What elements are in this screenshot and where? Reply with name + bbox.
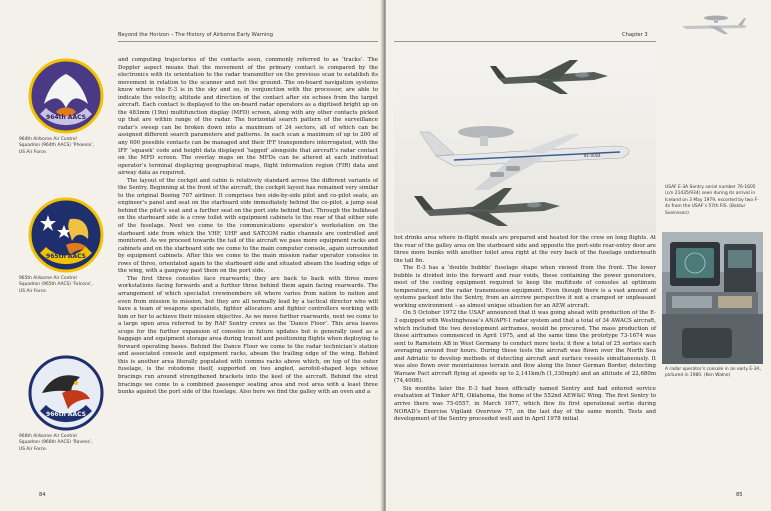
awacs-header-ornament-icon: [678, 12, 750, 36]
964th-patch-text: 964th AACS: [46, 114, 86, 121]
right-paragraph-3: On 5 October 1972 the USAF announced that it was going ahead with production of the E-3 equipped with Westinghouse’s AN/APY-1 radar system and that a total of 34 AWACS aircraft, which included the two development airframes, would be procured. The mass production of these airframes commenced in April 1975, and at the same time the prototype 73-1674 was sent to Ramstein AB in West Germany to conduct more tests; it flew a total of 25 sorties each averaging around four hours. During these tests the aircraft was flown over the North Sea and Adriatic to develop methods of detecting aircraft and surface vessels simultaneously. It was also flown over mountainous terrain and flow along the Inner German Border, detecting Warsaw Pact aircraft flying at speeds up to 2,141km/h (1,330mph) and an altitude of 22,680m (74,400ft).: [394, 310, 656, 385]
966th-aacs-patch: [26, 353, 106, 433]
left-page: [0, 0, 383, 511]
left-running-head: Beyond the Horizon – The History of Airborne Early Warning: [118, 32, 273, 38]
sentry-escort-photo: [394, 48, 656, 233]
right-paragraph-2: The E-3 has a ‘double bubble’ fuselage shape when viewed from the front. The lower bubble is divided into the forward and rear voids, these containing the power generators, most of the cooling equipment required to keep the multitude of consoles at optimum temperature, and the radar transmission equipment. Even though there is a vast amount of systems packed into the Sentry, from an aircrew perspective it not a cramped or unpleasant working environment – as almost unique situation for an AEW aircraft.: [394, 265, 656, 309]
right-paragraph-4: Six months later the E-3 had been officially named Sentry and had entered service evaluation at Tinker AFB, Oklahoma, the home of the 552nd AEW&C Wing. The first Sentry to arrive there was 75-0557, in March 1977, which flew its first operational sortie during NORAD’s Exercise Vigilant Overview 77, on the last day of the same month. Tests and development of the Sentry proceeded well and in April 1978 initial: [394, 385, 656, 423]
right-paragraph-1: hot drinks area where in-flight meals are prepared and heated for the crew on long flights. At the rear of the galley area on the starboard side and opposite the port-side rear-entry door are three more bunks with another toilet area right at the very back of the fuselage underneath the tail fin.: [394, 235, 656, 264]
right-header-rule: [394, 41, 656, 42]
left-header-rule: [118, 41, 378, 42]
right-folio: 85: [736, 492, 743, 498]
left-folio: 84: [39, 492, 46, 498]
caption-964th: 964th Airborne Air Control Squadron (964th AACS) ‘Phoenix’, US Air Force.: [19, 137, 95, 155]
radar-console-photo: [662, 232, 763, 364]
left-paragraph-3: The first three consoles face rearwards; they are back to back with three more workstations facing forwards and a further three behind them again facing rearwards. The arrangement of which specialist crewmembers sit where varies from nation to nation and even from mission to mission, but they are all normally lead by a tactical director who will have a team of weapons specialists, fighter allocators and fighter controllers working with him or her to achieve their mission objective. As we move further rearwards, next we come to a large open area referred to by RAF Sentry crews as the ‘Dance Floor’. This area leaves scope for the further expansion of consoles in future updates but is generally used as a baggage and equipment storage area during transit and positioning flights when deploying to forward operating bases. Behind the Dance Floor we come to the radar technician’s station and associated console and equipment racks, abeam the trailing edge of the wing. Behind this is another area literally populated with comms racks above which, on top of the outer fuselage, is the rotodome itself, supported on two angled, aerofoil-shaped legs whose bracings run around strengthened brackets into the keel of the aircraft. Behind the strut bracings we come to a combined passenger seating area and rest area with a least three bunks against the port side of the fuselage. Also here we find the galley with an oven and a: [118, 275, 378, 396]
965th-aacs-patch: [26, 195, 106, 275]
left-paragraph-1: and computing trajectories of the contacts seen, commonly referred to as ‘tracks’. The Doppler aspect means that the movement of the primary contact is compared by the electronics with its orientation to the radar transmitter on the previous scan to establish its movement in relation to the scanner and not the ground. The on-board navigation systems know where the E-3 is in the sky and so, in conjunction with the processor, are able to indicate the velocity, altitude and direction of the contact after six echoes from the target aircraft. Each contact is displayed to the on-board radar operators as a digitised bright up on the 483mm (19in) multifunction display (MFD) screen, along with any other contacts picked up that are within range of the radar. The horizontal search pattern of the surveillance radar’s sweep can be broken down into a maximum of 24 sectors, all of which can be assigned different search parameters and patterns. In each scan a maximum of up to 200 of any 600 possible contacts can be managed and their IFF transponders interrogated, with the IFF ‘squawk’ code and height data displayed ‘tagged’ alongside that aircraft’s radar contact on the MFD screen. The overlay maps on the MFDs can be altered at each individual operator’s terminal displaying geographical maps, flight information region (FIR) data and airway data as required.: [118, 57, 378, 177]
965th-patch-text: 965th AACS: [46, 253, 86, 260]
right-running-head: Chapter 3: [622, 32, 648, 38]
caption-sentry-arrival: USAF E-3A Sentry serial number 76-1605 (c/n 21435/934) seen during its arrival in Iceland on 3 May 1979, escorted by two F-4s from the USAF’s 57th FIS. (Baldur Sveinsson): [665, 185, 759, 216]
caption-radar-console: A radar operator’s console in an early E-3A, pictured in 1980. (Ken Walne): [665, 367, 761, 379]
photo-serial-text: 81-0004: [584, 153, 601, 158]
caption-966th: 966th Airborne Air Control Squadron (966th AACS) ‘Ravens’, US Air Force.: [19, 434, 93, 452]
right-text-column: [394, 235, 656, 424]
left-paragraph-2: The layout of the cockpit and cabin is relatively standard across the different variants of the Sentry. Beginning at the front of the aircraft, the cockpit layout has remained very similar to the original Boeing 707 airliner. It comprises two side-by-side pilot and co-pilot seats, an engineer’s panel and seat on the starboard side immediately behind the co-pilot, a jump seat behind the pilot’s seat and a further seat on the port side behind that. Through the bulkhead on the starboard side is a crew toilet with equipment cabinets to the rear of that either side of the fuselage. Next we come to the communications operator’s workstation on the starboard side from which the VHF, UHF and SATCOM radio channels are controlled and monitored. As we proceed towards the tail of the aircraft we pass more equipment racks and cabinets and on the starboard side we come to the main computer console, again surrounded by equipment cabinets. After this we come to the main mission radar operator consoles in rows of three, orientated again to the starboard side and situated abeam the leading edge of the wing, with a gangway past them on the port side.: [118, 177, 378, 275]
left-text-column: [118, 57, 378, 397]
966th-patch-text: 966th AACS: [46, 411, 86, 418]
caption-965th: 965th Airborne Air Control Squadron (965th AACS) ‘Falcons’, US Air Force.: [19, 276, 93, 294]
964th-aacs-patch: [26, 56, 106, 136]
right-page: [386, 0, 771, 511]
